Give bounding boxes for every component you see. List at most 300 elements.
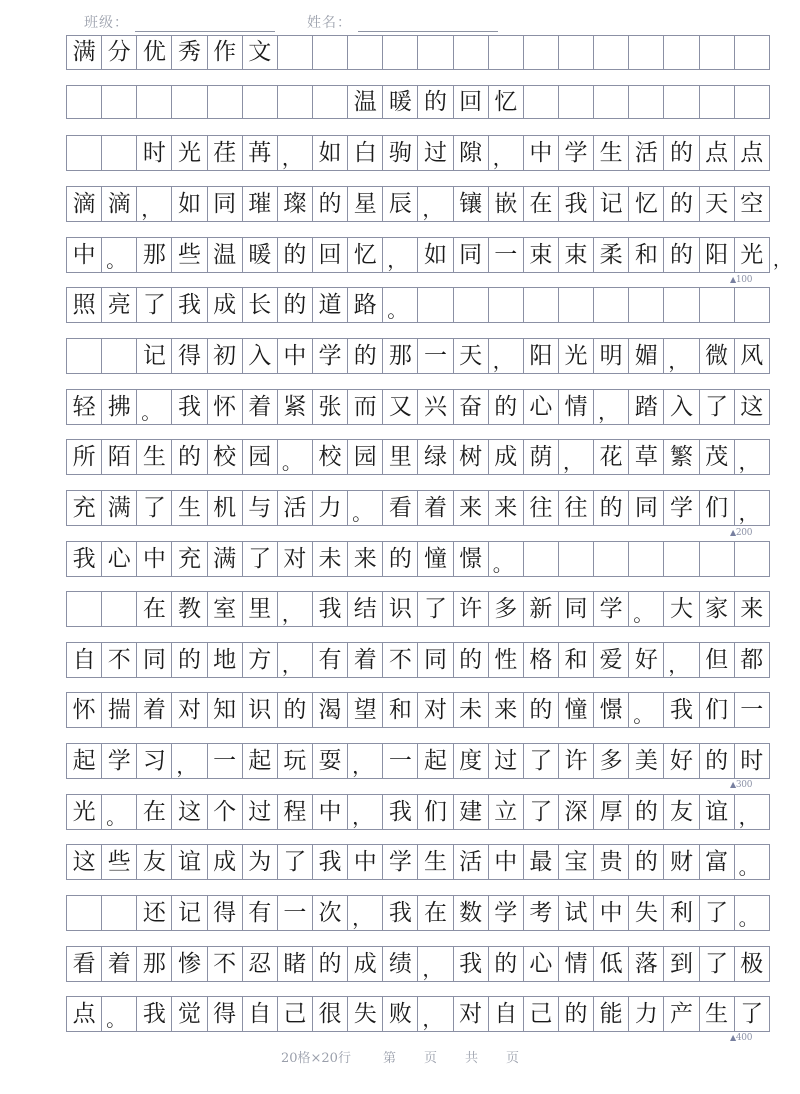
grid-cell: 里 xyxy=(383,440,418,474)
grid-cell: 谊 xyxy=(700,795,735,829)
grid-cell: 同 xyxy=(137,643,172,677)
grid-cell: 憧 xyxy=(559,693,594,727)
grid-cell: 室 xyxy=(208,592,243,626)
grid-cell: ， xyxy=(278,643,313,677)
grid-cell xyxy=(700,86,735,118)
grid-cell: 望 xyxy=(348,693,383,727)
grid-cell: ， xyxy=(348,744,383,778)
grid-cell xyxy=(102,592,137,626)
grid-cell: 自 xyxy=(243,997,278,1031)
grid-cell: 最 xyxy=(524,845,559,879)
grid-cell: 绿 xyxy=(418,440,453,474)
grid-cell: 爱 xyxy=(594,643,629,677)
grid-cell: 极 xyxy=(735,947,770,981)
grid-cell: ， xyxy=(664,643,699,677)
grid-cell: 风 xyxy=(735,339,770,373)
grid-cell: 着 xyxy=(102,947,137,981)
grid-cell: 得 xyxy=(172,339,207,373)
grid-cell: ， xyxy=(418,187,453,221)
grid-cell: 玩 xyxy=(278,744,313,778)
total-pages-suffix: 页 xyxy=(506,1051,520,1066)
grid-cell: 能 xyxy=(594,997,629,1031)
grid-cell: 滴 xyxy=(102,187,137,221)
grid-cell: 过 xyxy=(418,136,453,170)
grid-cell: 驹 xyxy=(383,136,418,170)
grid-cell: 些 xyxy=(102,845,137,879)
grid-cell: 。 xyxy=(735,896,770,930)
grid-cell: 着 xyxy=(418,491,453,525)
grid-cell: 我 xyxy=(172,390,207,424)
grid-cell: 和 xyxy=(383,693,418,727)
grid-cell: 。 xyxy=(489,542,524,576)
grid-cell: 入 xyxy=(243,339,278,373)
grid-cell: ， xyxy=(137,187,172,221)
grid-cell: 的 xyxy=(418,86,453,118)
grid-cell: 。 xyxy=(735,845,770,879)
grid-cell: 生 xyxy=(594,136,629,170)
grid-cell: 格 xyxy=(524,643,559,677)
triangle-up-icon: ▲ xyxy=(730,780,736,789)
grid-cell: 识 xyxy=(243,693,278,727)
title-row xyxy=(66,85,770,119)
grid-cell: 看 xyxy=(67,947,102,981)
grid-cell xyxy=(489,36,524,69)
grid-cell: 点 xyxy=(67,997,102,1031)
grid-cell: 。 xyxy=(102,238,137,272)
grid-cell: 的 xyxy=(313,947,348,981)
grid-cell: 个 xyxy=(208,795,243,829)
word-count-marker-100: ▲100 xyxy=(730,275,753,285)
grid-cell: 同 xyxy=(629,491,664,525)
grid-cell: 的 xyxy=(489,390,524,424)
grid-cell: 这 xyxy=(172,795,207,829)
grid-cell: 成 xyxy=(489,440,524,474)
grid-cell: 束 xyxy=(524,238,559,272)
grid-cell: 来 xyxy=(454,491,489,525)
grid-cell: 了 xyxy=(243,542,278,576)
grid-cell: 媚 xyxy=(629,339,664,373)
grid-cell: 。 xyxy=(137,390,172,424)
grid-cell: 新 xyxy=(524,592,559,626)
form-header xyxy=(84,6,498,32)
grid-cell: 文 xyxy=(243,36,278,69)
word-count-marker-400: ▲400 xyxy=(730,1033,753,1043)
grid-cell: 对 xyxy=(454,997,489,1031)
grid-cell: 同 xyxy=(454,238,489,272)
grid-cell: 心 xyxy=(102,542,137,576)
grid-cell: 考 xyxy=(524,896,559,930)
grid-cell: 富 xyxy=(700,845,735,879)
grid-cell: 照 xyxy=(67,288,102,322)
grid-cell: 学 xyxy=(594,592,629,626)
name-field xyxy=(307,12,498,32)
grid-cell: 活 xyxy=(278,491,313,525)
grid-cell: 这 xyxy=(735,390,770,424)
grid-cell: 那 xyxy=(137,947,172,981)
grid-cell: 一 xyxy=(383,744,418,778)
grid-cell: 这 xyxy=(67,845,102,879)
grid-cell: 不 xyxy=(102,643,137,677)
grid-cell: 识 xyxy=(383,592,418,626)
name-input-line[interactable] xyxy=(358,17,498,32)
grid-cell: 。 xyxy=(629,592,664,626)
grid-cell: 起 xyxy=(67,744,102,778)
grid-cell: 时 xyxy=(137,136,172,170)
total-pages-prefix: 共 xyxy=(464,1051,478,1066)
grid-cell: 园 xyxy=(243,440,278,474)
grid-cell: 教 xyxy=(172,592,207,626)
grid-cell xyxy=(454,288,489,322)
grid-cell: 光 xyxy=(735,238,770,272)
grid-cell: 同 xyxy=(208,187,243,221)
grid-cell xyxy=(418,36,453,69)
grid-cell xyxy=(524,542,559,576)
grid-cell xyxy=(137,86,172,118)
grid-cell: 自 xyxy=(489,997,524,1031)
essay-row xyxy=(66,591,770,627)
grid-cell: 明 xyxy=(594,339,629,373)
grid-cell: 中 xyxy=(489,845,524,879)
grid-cell: 好 xyxy=(629,643,664,677)
grid-cell xyxy=(594,288,629,322)
grid-cell xyxy=(524,86,559,118)
grid-cell: 得 xyxy=(208,997,243,1031)
essay-row xyxy=(66,439,770,475)
grid-cell xyxy=(700,288,735,322)
grid-cell: 结 xyxy=(348,592,383,626)
grid-cell: 微 xyxy=(700,339,735,373)
grid-cell xyxy=(278,86,313,118)
grid-cell: 回 xyxy=(313,238,348,272)
grid-cell: 光 xyxy=(172,136,207,170)
grid-cell: ， xyxy=(348,795,383,829)
grid-cell: 我 xyxy=(137,997,172,1031)
grid-cell: 园 xyxy=(348,440,383,474)
grid-cell: ， xyxy=(278,136,313,170)
grid-cell: 在 xyxy=(137,795,172,829)
grid-cell xyxy=(735,86,770,118)
grid-cell: 路 xyxy=(348,288,383,322)
grid-cell: 长 xyxy=(243,288,278,322)
grid-cell: 时 xyxy=(735,744,770,778)
grid-cell: 怀 xyxy=(67,693,102,727)
grid-cell: 嵌 xyxy=(489,187,524,221)
grid-cell: 了 xyxy=(735,997,770,1031)
grid-cell: 的 xyxy=(700,744,735,778)
grid-cell: 奋 xyxy=(454,390,489,424)
grid-cell: 中 xyxy=(348,845,383,879)
grid-cell: 数 xyxy=(454,896,489,930)
essay-row xyxy=(66,389,770,425)
essay-row xyxy=(66,794,770,830)
grid-cell: 我 xyxy=(313,845,348,879)
grid-cell: 来 xyxy=(489,693,524,727)
grid-cell: 校 xyxy=(208,440,243,474)
grid-cell xyxy=(700,36,735,69)
grid-cell: 立 xyxy=(489,795,524,829)
grid-cell: 了 xyxy=(700,896,735,930)
grid-cell xyxy=(664,36,699,69)
grid-cell: 心 xyxy=(524,390,559,424)
grid-cell: 的 xyxy=(594,491,629,525)
grid-cell: 地 xyxy=(208,643,243,677)
grid-cell: 还 xyxy=(137,896,172,930)
grid-cell: 成 xyxy=(208,845,243,879)
grid-cell: 方 xyxy=(243,643,278,677)
grid-spec: 20格×20行 xyxy=(280,1051,351,1066)
grid-cell: 温 xyxy=(348,86,383,118)
word-count-marker-300: ▲300 xyxy=(730,780,753,790)
grid-cell xyxy=(664,288,699,322)
grid-cell: 忆 xyxy=(629,187,664,221)
grid-cell: 贵 xyxy=(594,845,629,879)
grid-cell: 中 xyxy=(278,339,313,373)
triangle-up-icon: ▲ xyxy=(730,275,736,284)
grid-cell: 们 xyxy=(418,795,453,829)
essay-row xyxy=(66,287,770,323)
grid-cell: 一 xyxy=(735,693,770,727)
grid-cell: 有 xyxy=(243,896,278,930)
grid-cell: 中 xyxy=(594,896,629,930)
grid-cell: 那 xyxy=(137,238,172,272)
grid-cell: 拂 xyxy=(102,390,137,424)
grid-cell: 温 xyxy=(208,238,243,272)
grid-cell: 中 xyxy=(313,795,348,829)
grid-cell: 性 xyxy=(489,643,524,677)
grid-cell: 的 xyxy=(559,997,594,1031)
essay-row xyxy=(66,996,770,1032)
grid-cell: 来 xyxy=(735,592,770,626)
grid-cell xyxy=(67,86,102,118)
grid-cell: 秀 xyxy=(172,36,207,69)
grid-cell: 不 xyxy=(208,947,243,981)
grid-cell: 满 xyxy=(67,36,102,69)
grid-cell xyxy=(383,36,418,69)
grid-cell: 回 xyxy=(454,86,489,118)
grid-cell: 都 xyxy=(735,643,770,677)
grid-cell: 有 xyxy=(313,643,348,677)
grid-cell: 花 xyxy=(594,440,629,474)
grid-cell: 得 xyxy=(208,896,243,930)
grid-cell: 着 xyxy=(243,390,278,424)
grid-cell: 的 xyxy=(664,136,699,170)
grid-cell: 记 xyxy=(172,896,207,930)
grid-cell: 的 xyxy=(454,643,489,677)
grid-cell: 的 xyxy=(278,238,313,272)
grid-cell: 了 xyxy=(700,390,735,424)
grid-cell: 如 xyxy=(418,238,453,272)
grid-cell: 渴 xyxy=(313,693,348,727)
grid-cell: 轻 xyxy=(67,390,102,424)
essay-row xyxy=(66,844,770,880)
grid-cell: 生 xyxy=(172,491,207,525)
grid-cell: 。 xyxy=(102,997,137,1031)
grid-cell: 了 xyxy=(137,491,172,525)
grid-cell xyxy=(735,36,770,69)
grid-cell: 试 xyxy=(559,896,594,930)
grid-cell: 我 xyxy=(664,693,699,727)
grid-cell: 而 xyxy=(348,390,383,424)
grid-cell xyxy=(559,36,594,69)
grid-cell: 对 xyxy=(418,693,453,727)
grid-cell: 道 xyxy=(313,288,348,322)
grid-cell: 亮 xyxy=(102,288,137,322)
grid-cell: 了 xyxy=(278,845,313,879)
grid-cell: 的 xyxy=(629,845,664,879)
triangle-up-icon: ▲ xyxy=(730,1033,736,1042)
grid-cell: 美 xyxy=(629,744,664,778)
grid-cell: 知 xyxy=(208,693,243,727)
grid-cell: 记 xyxy=(594,187,629,221)
essay-row xyxy=(66,237,770,273)
grid-cell: 的 xyxy=(348,339,383,373)
essay-row xyxy=(66,895,770,931)
grid-cell: 所 xyxy=(67,440,102,474)
grid-cell: 但 xyxy=(700,643,735,677)
grid-cell: 来 xyxy=(489,491,524,525)
grid-cell: 对 xyxy=(172,693,207,727)
grid-cell: 优 xyxy=(137,36,172,69)
grid-cell xyxy=(313,86,348,118)
grid-cell xyxy=(313,36,348,69)
grid-cell: ， xyxy=(489,136,524,170)
grid-cell: 暖 xyxy=(383,86,418,118)
grid-cell xyxy=(629,542,664,576)
grid-cell: 厚 xyxy=(594,795,629,829)
grid-cell: 忆 xyxy=(348,238,383,272)
grid-cell: 学 xyxy=(664,491,699,525)
grid-cell: 充 xyxy=(172,542,207,576)
grid-cell xyxy=(594,542,629,576)
grid-cell: 绩 xyxy=(383,947,418,981)
essay-row xyxy=(66,946,770,982)
grid-cell: 的 xyxy=(524,693,559,727)
grid-cell: 如 xyxy=(313,136,348,170)
grid-cell xyxy=(559,86,594,118)
grid-cell: 充 xyxy=(67,491,102,525)
grid-cell: 耍 xyxy=(313,744,348,778)
grid-cell: 生 xyxy=(700,997,735,1031)
grid-cell: 产 xyxy=(664,997,699,1031)
grid-cell: 度 xyxy=(454,744,489,778)
grid-cell: 天 xyxy=(454,339,489,373)
grid-cell: 又 xyxy=(383,390,418,424)
grid-cell: 那 xyxy=(383,339,418,373)
grid-cell: 看 xyxy=(383,491,418,525)
grid-cell: 璀 xyxy=(243,187,278,221)
grid-cell: 家 xyxy=(700,592,735,626)
grid-cell: 利 xyxy=(664,896,699,930)
grid-cell: 惨 xyxy=(172,947,207,981)
grid-cell: 和 xyxy=(559,643,594,677)
grid-cell: 在 xyxy=(137,592,172,626)
grid-cell: 们 xyxy=(700,693,735,727)
grid-cell xyxy=(664,86,699,118)
grid-cell: 束 xyxy=(559,238,594,272)
grid-cell: ， xyxy=(348,896,383,930)
grid-cell xyxy=(67,896,102,930)
grid-cell: 许 xyxy=(559,744,594,778)
class-input-line[interactable] xyxy=(135,17,275,32)
grid-cell: 里 xyxy=(243,592,278,626)
grid-cell: 满 xyxy=(102,491,137,525)
grid-cell: 情 xyxy=(559,390,594,424)
grid-cell: 隙 xyxy=(454,136,489,170)
grid-cell: 校 xyxy=(313,440,348,474)
grid-cell: 往 xyxy=(559,491,594,525)
grid-cell: 我 xyxy=(559,187,594,221)
grid-cell: 往 xyxy=(524,491,559,525)
grid-cell: 镶 xyxy=(454,187,489,221)
grid-cell: 力 xyxy=(629,997,664,1031)
grid-cell xyxy=(67,339,102,373)
page-footer xyxy=(0,1047,800,1066)
grid-cell: 辰 xyxy=(383,187,418,221)
grid-cell xyxy=(102,136,137,170)
grid-cell xyxy=(735,288,770,322)
grid-cell xyxy=(489,288,524,322)
grid-cell: 大 xyxy=(664,592,699,626)
grid-cell: 的 xyxy=(664,187,699,221)
grid-cell xyxy=(102,896,137,930)
grid-cell: 阳 xyxy=(524,339,559,373)
grid-cell: 学 xyxy=(559,136,594,170)
essay-row xyxy=(66,692,770,728)
grid-cell: 我 xyxy=(454,947,489,981)
grid-cell: ， xyxy=(559,440,594,474)
grid-cell: 一 xyxy=(208,744,243,778)
grid-cell: 睹 xyxy=(278,947,313,981)
grid-cell: 的 xyxy=(313,187,348,221)
grid-cell: 建 xyxy=(454,795,489,829)
grid-cell: 。 xyxy=(102,795,137,829)
grid-cell: 多 xyxy=(594,744,629,778)
grid-cell: 我 xyxy=(172,288,207,322)
grid-cell: 点 xyxy=(735,136,770,170)
grid-cell: 学 xyxy=(383,845,418,879)
essay-row xyxy=(66,642,770,678)
grid-cell: ， xyxy=(664,339,699,373)
grid-cell xyxy=(208,86,243,118)
grid-cell: 白 xyxy=(348,136,383,170)
grid-cell: 与 xyxy=(243,491,278,525)
grid-cell: 学 xyxy=(313,339,348,373)
grid-cell: 了 xyxy=(418,592,453,626)
grid-cell xyxy=(664,542,699,576)
grid-cell: 踏 xyxy=(629,390,664,424)
grid-cell: 的 xyxy=(278,693,313,727)
grid-cell: 中 xyxy=(137,542,172,576)
grid-cell: ， xyxy=(735,795,770,829)
grid-cell: 未 xyxy=(454,693,489,727)
grid-cell: 。 xyxy=(278,440,313,474)
grid-cell xyxy=(524,288,559,322)
grid-cell: 财 xyxy=(664,845,699,879)
grid-cell: 璨 xyxy=(278,187,313,221)
name-label: 姓名： xyxy=(307,15,352,31)
word-count-marker-200: ▲200 xyxy=(730,528,753,538)
grid-cell xyxy=(524,36,559,69)
grid-cell: 习 xyxy=(137,744,172,778)
grid-cell: 失 xyxy=(348,997,383,1031)
grid-cell xyxy=(172,86,207,118)
grid-cell: ， xyxy=(418,997,453,1031)
grid-cell: 苒 xyxy=(243,136,278,170)
grid-cell: 憬 xyxy=(594,693,629,727)
grid-cell: 学 xyxy=(102,744,137,778)
essay-row xyxy=(66,490,770,526)
grid-cell: 些 xyxy=(172,238,207,272)
